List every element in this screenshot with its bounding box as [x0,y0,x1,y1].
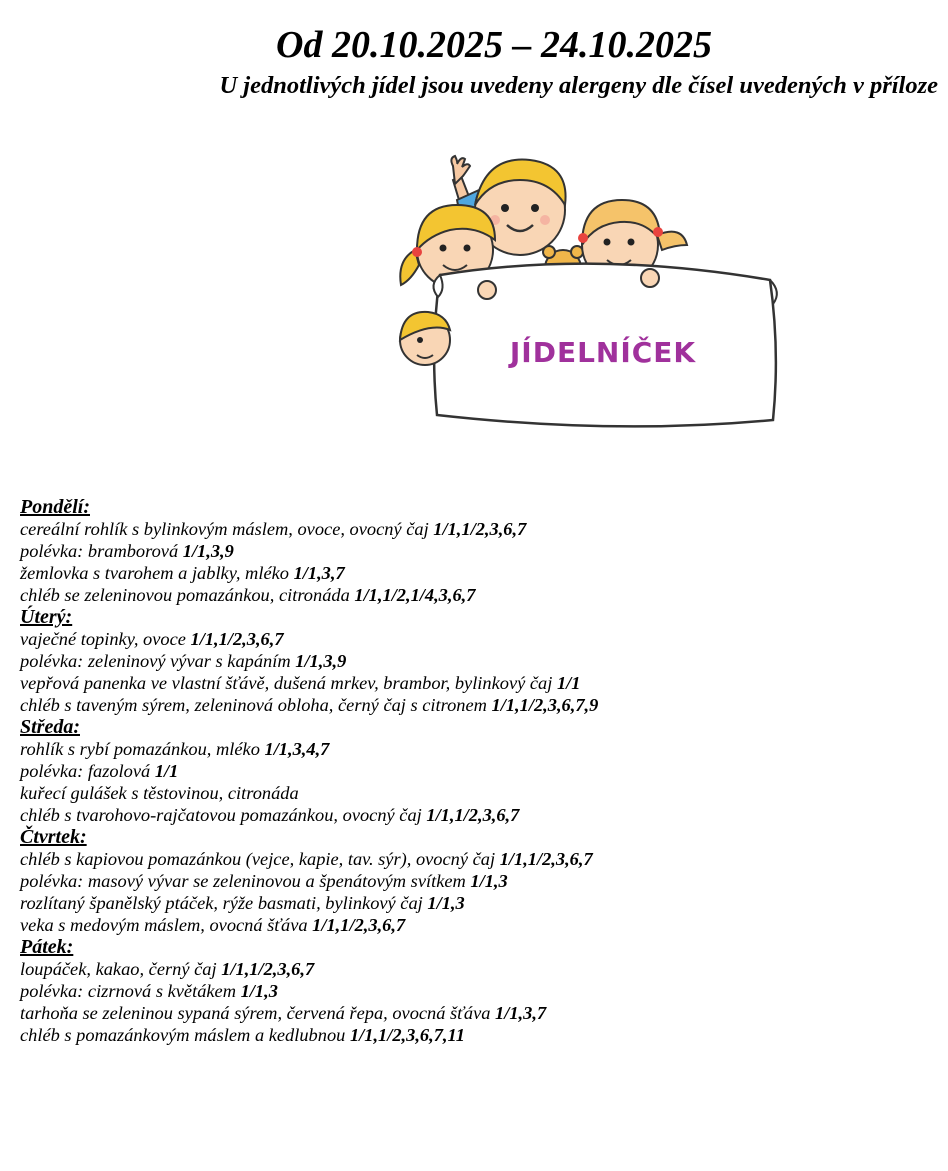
menu-item-text: polévka: masový vývar se zeleninovou a špenátovým svítkem [20,871,471,891]
menu-item-allergens: 1/1,3 [240,981,278,1001]
menu-item-text: rozlítaný španělský ptáček, rýže basmati, bylinkový čaj [20,893,428,913]
menu-item [20,804,940,826]
menu-item-text: chléb se zeleninovou pomazánkou, citronáda [20,585,355,605]
day-heading: Pátek: [20,936,74,958]
menu-item-text: tarhoňa se zeleninou sypaná sýrem, červená řepa, ovocná šťáva [20,1003,496,1023]
menu-item-allergens: 1/1,3,9 [295,651,347,671]
menu-item-text: chléb s tvarohovo-rajčatovou pomazánkou, ovocný čaj [20,805,427,825]
menu-item [20,540,940,562]
menu-item-text: vaječné topinky, ovoce [20,629,191,649]
menu-item [20,1024,940,1046]
menu-item-allergens: 1/1,3,7 [495,1003,547,1023]
menu-item-allergens: 1/1,1/2,3,6,7 [312,915,406,935]
menu-item [20,870,940,892]
menu-item [20,892,940,914]
menu-item-allergens: 1/1,1/2,1/4,3,6,7 [354,585,476,605]
page-title: Od 20.10.2025 – 24.10.2025 [276,24,712,66]
menu-item-text: žemlovka s tvarohem a jablky, mléko [20,563,294,583]
menu-item-text: polévka: cizrnová s květákem [20,981,241,1001]
menu-item [20,518,940,540]
menu-item [20,562,940,584]
day-heading: Pondělí: [20,496,90,518]
menu-item [20,848,940,870]
menu-item-text: loupáček, kakao, černý čaj [20,959,222,979]
menu-item [20,650,940,672]
menu-item-text: rohlík s rybí pomazánkou, mléko [20,739,265,759]
menu-item-text: chléb s pomazánkovým máslem a kedlubnou [20,1025,350,1045]
banner-label: JÍDELNÍČEK [509,336,697,369]
menu-item-allergens: 1/1,1/2,3,6,7 [426,805,520,825]
menu-item-allergens: 1/1,1/2,3,6,7 [221,959,315,979]
menu-item-allergens: 1/1 [154,761,179,781]
menu-item-text: polévka: zeleninový vývar s kapáním [20,651,296,671]
menu-item-text: kuřecí gulášek s těstovinou, citronáda [20,783,299,803]
menu-item [20,672,940,694]
menu-item [20,738,940,760]
menu-item-text: chléb s kapiovou pomazánkou (vejce, kapie, tav. sýr), ovocný čaj [20,849,500,869]
menu-item [20,980,940,1002]
menu-item-text: chléb s taveným sýrem, zeleninová obloha, černý čaj s citronem [20,695,492,715]
menu-item [20,584,940,606]
menu-item-text: polévka: bramborová [20,541,183,561]
menu-item-text: polévka: fazolová [20,761,155,781]
menu-banner-illustration [395,150,785,435]
menu-item [20,782,940,804]
menu-item-allergens: 1/1,3 [470,871,508,891]
menu-item [20,958,940,980]
menu-item-text: vepřová panenka ve vlastní šťávě, dušená mrkev, brambor, bylinkový čaj [20,673,557,693]
menu-item-allergens: 1/1,1/2,3,6,7 [499,849,593,869]
day-heading: Úterý: [20,606,73,628]
menu-item [20,694,940,716]
menu-item [20,760,940,782]
menu-item-allergens: 1/1,3,4,7 [264,739,330,759]
weekly-menu [20,496,940,1046]
menu-item-allergens: 1/1,3 [427,893,465,913]
day-heading: Středa: [20,716,80,738]
menu-item-text: cereální rohlík s bylinkovým máslem, ovoce, ovocný čaj [20,519,434,539]
menu-item-allergens: 1/1,3,9 [182,541,234,561]
menu-item-allergens: 1/1,3,7 [293,563,345,583]
menu-item-allergens: 1/1,1/2,3,6,7 [190,629,284,649]
menu-item [20,1002,940,1024]
menu-item-allergens: 1/1,1/2,3,6,7,11 [349,1025,465,1045]
menu-item-allergens: 1/1 [556,673,581,693]
menu-item [20,914,940,936]
page-subtitle: U jednotlivých jídel jsou uvedeny alergeny dle čísel uvedených v příloze [219,72,938,99]
menu-item [20,628,940,650]
menu-item-text: veka s medovým máslem, ovocná šťáva [20,915,313,935]
day-heading: Čtvrtek: [20,826,87,848]
menu-item-allergens: 1/1,1/2,3,6,7 [433,519,527,539]
menu-item-allergens: 1/1,1/2,3,6,7,9 [491,695,599,715]
